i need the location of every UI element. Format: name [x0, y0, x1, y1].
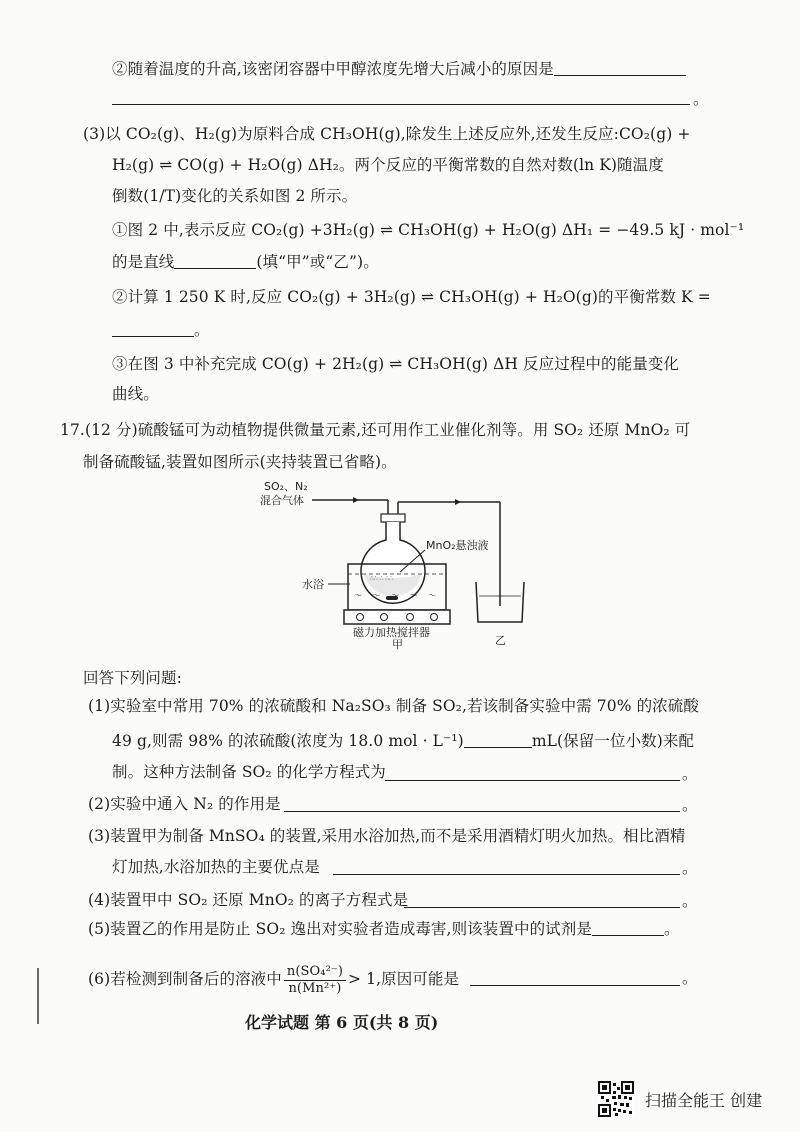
- answer-line[interactable]: [112, 104, 690, 105]
- q17-header2: 制备硫酸锰,装置如图所示(夹持装置已省略)。: [83, 453, 397, 471]
- qr-code-icon: [598, 1081, 634, 1117]
- ratio-numerator: n(SO₄²⁻): [284, 965, 346, 981]
- gas-label-2: 混合气体: [260, 494, 304, 507]
- svg-text:～ ～ ～ ～ ～: ～ ～ ～ ～ ～: [354, 591, 441, 600]
- apparatus-figure: [250, 478, 560, 650]
- q17-3-line1: (3)装置甲为制备 MnSO₄ 的装置,采用水浴加热,而不是采用酒精灯明火加热。相比酒精: [88, 827, 686, 845]
- q16-s1-line2-post: (填“甲”或“乙”)。: [256, 253, 379, 271]
- q17-1-line1: (1)实验室中常用 70% 的浓硫酸和 Na₂SO₃ 制备 SO₂,若该制备实验中需 70% 的浓硫酸: [88, 697, 699, 715]
- q17-1-line2: [112, 731, 694, 751]
- q16-part3-line3: 倒数(1/T)变化的关系如图 2 所示。: [112, 187, 358, 205]
- q17-5-text: (5)装置乙的作用是防止 SO₂ 逸出对实验者造成毒害,则该装置中的试剂是: [88, 920, 592, 938]
- period: 。: [663, 920, 680, 938]
- ratio-denominator: n(Mn²⁺): [288, 980, 342, 996]
- period: 。: [682, 969, 698, 987]
- q16-s1-line2: [112, 252, 379, 272]
- period: 。: [682, 796, 698, 814]
- svg-text:∴∴ ∴ ∴∴: ∴∴ ∴ ∴∴: [370, 575, 393, 582]
- q17-6: [88, 962, 459, 996]
- q16-s1-line1: ①图 2 中,表示反应 CO₂(g) +3H₂(g) ⇌ CH₃OH(g) + H₂O(g) ΔH₁ = −49.5 kJ · mol⁻¹: [112, 221, 745, 239]
- stirrer-label: 磁力加热搅拌器: [353, 626, 430, 639]
- q17-header: 17.(12 分)硫酸锰可为动植物提供微量元素,还可用作工业催化剂等。用 SO₂ 还原 MnO₂ 可: [60, 421, 691, 439]
- q16-sub2-text: ②随着温度的升高,该密闭容器中甲醇浓度先增大后减小的原因是: [112, 60, 554, 78]
- period: 。: [682, 859, 698, 877]
- q17-1-line3: 制。这种方法制备 SO₂ 的化学方程式为: [112, 763, 386, 781]
- gas-label-1: SO₂、N₂: [264, 480, 308, 493]
- answer-line[interactable]: [385, 780, 680, 781]
- label-yi: 乙: [495, 634, 506, 647]
- q17-1-line2-post: mL(保留一位小数)来配: [531, 732, 695, 750]
- q16-sub2-line1: [112, 59, 686, 79]
- q16-part3-intro: (3)以 CO₂(g)、H₂(g)为原料合成 CH₃OH(g),除发生上述反应外,还发生反应:CO₂(g) +: [83, 125, 691, 143]
- flow-arrow-icon: [455, 499, 461, 505]
- answer-blank[interactable]: [592, 919, 664, 936]
- period: 。: [693, 90, 709, 108]
- q17-2: (2)实验中通入 N₂ 的作用是: [88, 795, 281, 813]
- answer-blank[interactable]: [554, 59, 686, 76]
- answer-blank[interactable]: [174, 252, 256, 269]
- answer-line[interactable]: [284, 811, 680, 812]
- q17-3-line2: 灯加热,水浴加热的主要优点是: [112, 858, 320, 876]
- magnetic-stirrer: [344, 610, 450, 624]
- suspension-label: MnO₂悬浊液: [426, 539, 489, 552]
- q16-s3-line1: ③在图 3 中补充完成 CO(g) + 2H₂(g) ⇌ CH₃OH(g) ΔH 反应过程中的能量变化: [112, 355, 680, 373]
- q16-s1-line2-pre: 的是直线: [112, 253, 175, 271]
- q17-6-pre: (6)若检测到制备后的溶液中: [88, 970, 282, 988]
- answer-line[interactable]: [333, 874, 680, 875]
- scanner-watermark: 扫描全能王 创建: [645, 1091, 763, 1110]
- q17-6-post: > 1,原因可能是: [348, 970, 460, 988]
- period: 。: [682, 892, 698, 910]
- q17-5: [88, 919, 680, 939]
- ratio-fraction: [284, 965, 346, 996]
- period: 。: [194, 321, 210, 339]
- answer-line[interactable]: [404, 907, 680, 908]
- answer-blank[interactable]: [464, 731, 532, 748]
- stopper: [381, 514, 405, 522]
- answer-prompt: 回答下列问题:: [83, 669, 182, 687]
- q16-s2-line2: [112, 320, 210, 340]
- margin-mark: [37, 968, 39, 1024]
- q16-s3-line2: 曲线。: [112, 385, 159, 403]
- page-footer: 化学试题 第 6 页(共 8 页): [245, 1013, 439, 1032]
- q16-s2-line1: ②计算 1 250 K 时,反应 CO₂(g) + 3H₂(g) ⇌ CH₃OH(g) + H₂O(g)的平衡常数 K =: [112, 288, 711, 306]
- flow-arrow-icon: [353, 497, 359, 503]
- q17-4: (4)装置甲中 SO₂ 还原 MnO₂ 的离子方程式是: [88, 891, 409, 909]
- answer-blank[interactable]: [112, 320, 194, 337]
- label-jia: 甲: [392, 638, 403, 650]
- q17-1-line2-pre: 49 g,则需 98% 的浓硫酸(浓度为 18.0 mol · L⁻¹): [112, 732, 464, 750]
- period: 。: [682, 765, 698, 783]
- q16-part3-line2: H₂(g) ⇌ CO(g) + H₂O(g) ΔH₂。两个反应的平衡常数的自然对数(ln K)随温度: [112, 156, 664, 174]
- answer-line[interactable]: [470, 985, 680, 986]
- bath-label: 水浴: [302, 578, 324, 591]
